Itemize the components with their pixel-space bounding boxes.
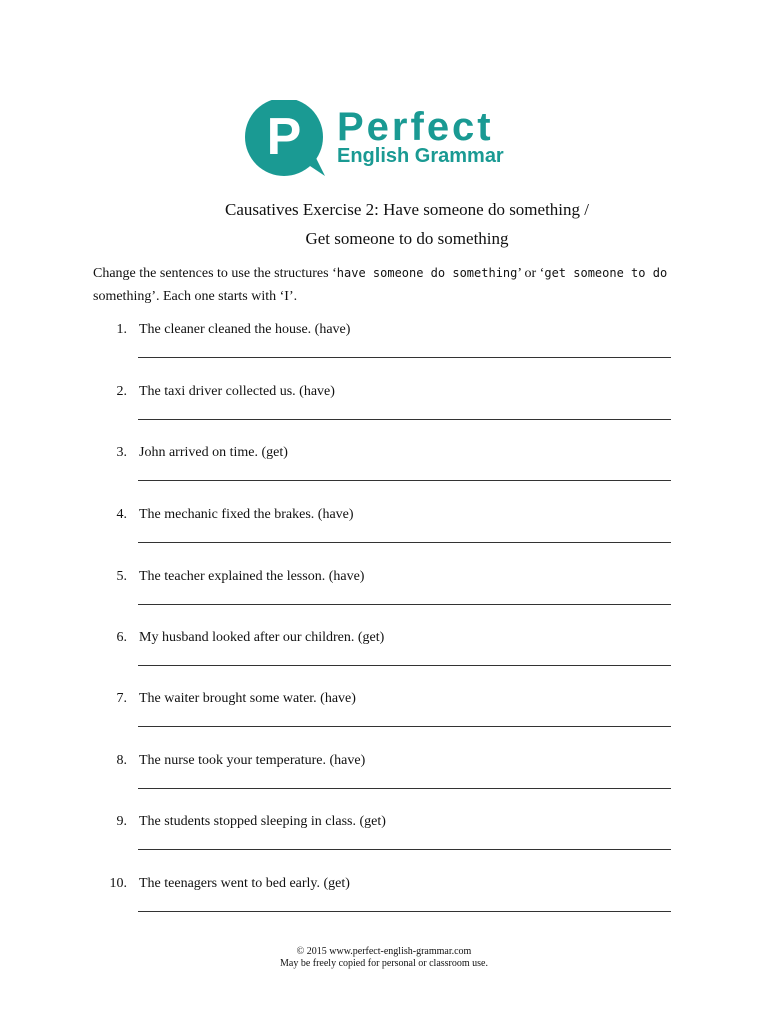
question-item: [0, 506, 768, 568]
question-number: 9.: [116, 814, 127, 829]
usage-note: May be freely copied for personal or classroom use.: [280, 958, 488, 969]
perfect-english-grammar-logo: [243, 100, 533, 180]
question-text: John arrived on time. (get): [139, 445, 288, 460]
question-number: 4.: [116, 507, 127, 522]
instructions: [93, 262, 683, 308]
answer-line[interactable]: [138, 357, 671, 358]
answer-line[interactable]: [138, 604, 671, 605]
question-text: The nurse took your temperature. (have): [139, 753, 366, 768]
question-text: My husband looked after our children. (get): [139, 630, 385, 645]
question-text: The teenagers went to bed early. (get): [139, 876, 350, 891]
logo-letter: P: [266, 108, 302, 166]
instructions-text-2: ’ or ‘: [517, 266, 545, 281]
question-item: [0, 690, 768, 752]
question-number: 6.: [116, 630, 127, 645]
question-item: [0, 383, 768, 445]
title-line-1: Causatives Exercise 2: Have someone do something /: [225, 200, 589, 219]
answer-line[interactable]: [138, 849, 671, 850]
instructions-text-1: Change the sentences to use the structures ‘: [93, 266, 337, 281]
question-item: [0, 444, 768, 506]
question-text: The mechanic fixed the brakes. (have): [139, 507, 354, 522]
question-number: 5.: [116, 569, 127, 584]
instructions-text-3: something’. Each one starts with ‘I’.: [93, 289, 298, 304]
answer-line[interactable]: [138, 665, 671, 666]
question-number: 3.: [116, 445, 127, 460]
question-number: 1.: [116, 322, 127, 337]
title-line-2: Get someone to do something: [305, 229, 509, 248]
answer-line[interactable]: [138, 788, 671, 789]
question-number: 7.: [116, 691, 127, 706]
answer-line[interactable]: [138, 911, 671, 912]
footer: [0, 946, 768, 970]
question-number: 2.: [116, 384, 127, 399]
question-item: [0, 813, 768, 875]
question-text: The taxi driver collected us. (have): [139, 384, 335, 399]
question-item: [0, 752, 768, 814]
question-text: The cleaner cleaned the house. (have): [139, 322, 351, 337]
copyright-line: © 2015 www.perfect-english-grammar.com: [296, 946, 472, 957]
question-text: The students stopped sleeping in class. (get): [139, 814, 386, 829]
answer-line[interactable]: [138, 726, 671, 727]
answer-line[interactable]: [138, 419, 671, 420]
question-number: 10.: [109, 876, 127, 891]
question-number: 8.: [116, 753, 127, 768]
question-item: [0, 875, 768, 937]
instructions-structure-get: get someone to do: [544, 266, 668, 280]
question-item: [0, 321, 768, 383]
question-item: [0, 568, 768, 630]
logo-word-english-grammar: English Grammar: [337, 145, 504, 167]
answer-line[interactable]: [138, 542, 671, 543]
worksheet-title: [0, 195, 768, 253]
logo-word-perfect: Perfect: [337, 105, 494, 149]
answer-line[interactable]: [138, 480, 671, 481]
question-text: The teacher explained the lesson. (have): [139, 569, 365, 584]
question-text: The waiter brought some water. (have): [139, 691, 356, 706]
instructions-structure-have: have someone do something: [336, 266, 518, 280]
question-item: [0, 629, 768, 691]
